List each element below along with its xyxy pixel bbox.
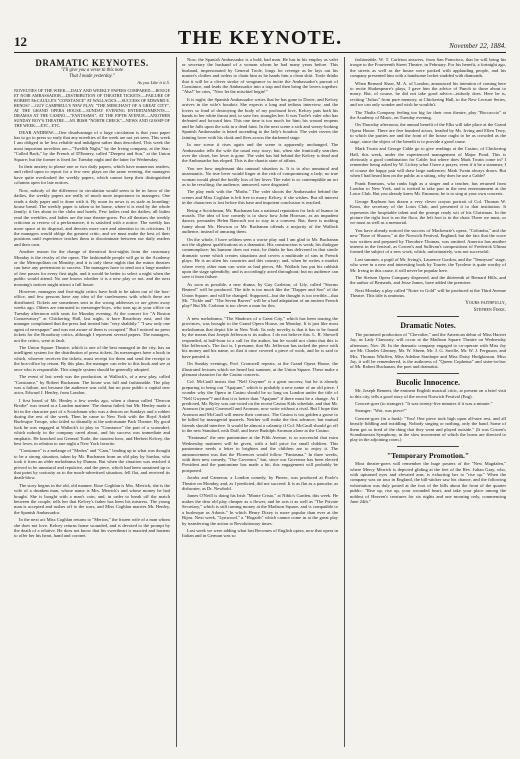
paragraph: The story begins in the old, old manner. Rose Coghlan is Mrs. Merrick; she is the wife of a drunken man, whose name is Mrs. Merrick's and whose money he had bought. She is bought with a man's coin, and, in order to break off the match between the couple, tells her that Kelcey's father has been his mistress. The young man is accepted and rushes off to the wars, and Miss Coghlan marries Mr. Henley, the Spanish Ambassador. [14, 482, 170, 515]
section-divider [397, 316, 459, 317]
paragraph: Concert-goer (in a funk): "You! One piece took high upon all-sure rest, and all beastly fiddling and twiddling. Nobody singing or nothing, only the band. Some of them got so tired of the thing that they went and played outside." (It was Cowen's Scandinavian Symphony, in the slow movement of which the horns are directed to play in the adjoining room.) [350, 415, 506, 443]
paragraph: Last week we were adding what last Becomes of English opera, now that opera in Italian and in German was so [182, 527, 338, 539]
paragraph: fashionable, W. T. Carleton answers, from San Francisco, that he will bring his troupe to the Fourteenth Street Theatre, in February. For his benefit, a fortnight ago, the streets as well as the house were packed with applauding people, and his company presented him with a handsome locket studded with diamonds. [350, 57, 506, 79]
article-title: DRAMATIC KEYNOTES. [35, 58, 149, 68]
section-title-dramatic-notes: Dramatic Notes. [400, 321, 456, 331]
signature: Stephen Fiske. [473, 308, 506, 314]
paragraph: "Fantasma" the new pantomime at the Fifth Avenue, is so successful that extra Wednesday matinees will be given, with a half price for small children. This pantomime needs a letter to brighten and the children are to enjoy it. The announcement was that the Florences would follow "Fantasma." In three weeks, with their new comedy, "Our Governor," but, since our Governor has been elected President and the pantomime has made a hit, this engagement will probably be postponed. [182, 435, 338, 473]
paragraph: On Thursday afternoon, the annual benefit of the Elks will take place at the Grand Opera House. There are five hundred actors, headed by Mr. Irving and Ellen Terry, to which the parties are and the front of the house ought to be as crowded as the stage, since the object of the benefit is to provide a good cause. [350, 122, 506, 144]
paragraph: "Constance" is a melange of "Medea" and "Cam," leading up to what was thought to be a strong situation, taken by Mr. Buchanan from an old play by Sardou, who took it from an older melodrama by Dumas. But when the situation was reached it proved to be unnatural and repulsive, and the piece, which had been sustained up to that point by curiosity as to the much-advertised situation, fell flat, and received its death-blow. [14, 448, 170, 481]
section-title-bucolic-innocence: Bucolic Innocence. [396, 377, 460, 387]
paragraph: Most theatre-goers will remember the huge posters of the "New Magdalen," where Mercy Merrick is depicted gliding at the feet of the Rev. Julian Gray, who, with upturned eyes and elevated arm, is exhorting her to "rise up." When the company was on tour in England, the bill-sticker saw his chance, and the following exhortation was duly posted at the foot of the bills about the front of the quarter public: "Rise up, rise up, your wounded heart, and take your place among the noblest of Heaven's creatures for six nights and one morning only, commencing June 24th." [350, 461, 506, 505]
paragraph: The promised production of "Chevalier," and the American debut of Miss Harriet Jay, as Lady Clancarty, will occur at the Madison Square Theatre on Wednesday afternoon, Nov. 26. In the dramatic company engaged to co-operate with Miss Jay are Mr. Charles Glenney, Mr. W. Sheen, Mr. J. G. Saville, Mr. W. J. Ferguson, and Mrs. Thomas Whiffen, Miss Adeline Stanhope and Miss Daisy Hodgkinson. Miss Jay, it will be remembered, is the authoress of "Queen Cophetua" and sister-in-law of Mr. Robert Buchanan, the poet and dramatist. [350, 331, 506, 370]
column-1 [14, 57, 170, 747]
paragraph: In one scene it rises again and the scene is apparently unchanged. The Ambassador tells the wife the usual easy story; but, when she frantically searches over the closet, her lover is gone. The valet has hid behind the Kelcey is dead and the Ambassador has eloped. This is the chaotic state of affairs. [182, 142, 338, 164]
epigraph-attribution: As you Like it ii.5. [137, 80, 170, 86]
masthead: THE KEYNOTE. [177, 27, 343, 49]
section-divider [229, 312, 291, 313]
paragraph: Col. McCaull insists that "Nell Gwynne" is a great success; but he is already preparing to bring out "Apajune," which is probably a new name of an old piece. I wonder why the Opera in Casino should be so long on London under the title of "Nell Gwynne"? and that it is better than "Apajune" if there must be a change. As I predicted, Mr. Ryley was out-voted on the recent Casino Kids schedule, and that Mr. Aronson (in part) Cromwell and Aronson, now write without a rival. But I hope that Aronson and McCaull will renew their contract. The Casino is too golden a goose to be killed by managerial quarrels. Neither will make the first advance; but mutual friends should interfere. It would be almost a calamity if Col. McCaull should go off to the new Standard, with Duff, and leave Rudolph Aronson alone at the Casino. [182, 379, 338, 433]
paragraph: However, managers and first-night critics have both to be taken out of the box-office, and few persons have any idea of the carelessness with which these are distributed. Tickets are sometimes sent to the wrong addresses or are given away weeks ago. Others are entrusted to messenger-boys, who turn up at your office on Tuesday afternoon with seats for Monday evening. At the concert for "A Boston Conservatory" at Chickering Hall, last night, it bore Broadway east, and the manager complained that the press had treated him "very shabbily." "I saw only one agent of newspaper" and was not aware of them is occupied." But I noticed no press tickets for the Broadway critics, although I represent several papers. The managers, not the critics, were at fault. [14, 289, 170, 343]
paragraph: Mark Twain and George Cable go to give readings at the Casino, of Chickering Hall, this week, under the experienced management of Major Pond. This is obviously a good combination for Cable; but where does Mark Twain come in? I remember being asked by W. Lickey what I have a prayer, even if it be a stammer, I of course the happy pair will draw large audiences: Mark Twain always draws. But when I had heard him on the public at a sitting, why does he use a Cable? [350, 146, 506, 179]
paragraph: The Thalia Company feeling too big for their own theatre, play "Boccaccio" at the Academy of Music, on Tuesday evening. [350, 109, 506, 121]
paragraph: It is night; the Spanish Ambassador writes that he has gone to Dover, and Kelcey arrives in the wife's boudoir. She expects a long and tedious interview, and the lovers so fond of destroying the body of my profound love, Kelcey puts both his hands to her white throat and, to save her, strangles her. It was Toole's valet who has defeated and forward him. This one time is too much for him; his wound reopens and he falls upon the sofa in a dead faint. In the next scene a sick and weary-looking Spanish Ambassador is heard ascending to the lady's boudoir. The valet covers the fainting lover with his cloak and flees across the darkened stage. [182, 96, 338, 140]
paragraph: Jacobs and Cameron, a London comedy, by Pinero, was produced at Poole's Theatre on Monday, and, as I predicted, did not succeed. It is as flat as a pancake, as dishwater, as Dr. Newbold. [182, 475, 338, 492]
section-divider [397, 446, 459, 447]
paragraph: In the next act Miss Coghlan returns to "Merion," the frozen wife of a man whom she does not love. Kelcey returns home wounded, and is devoted to the prompt by the death of a relative. He does not know that his sweetheart is married and hastens to offer her his heart, hand and coronet. [14, 517, 170, 539]
columns [14, 57, 506, 747]
paragraph: A new melodrama, "The Shadows of a Great City," which has been touring the provinces, was brought to the Grand Opera House, on Monday. It is just like most melodramas that depict life in New York. Its only novelty is that it has to be found by the means that Joseph Jefferson is its author. I do not believe this. L. R. Shewell responded, at half-hour to a call for the author, but he would not claim that this is like Jefferson's. The fact is, I presume, that Mr. Jefferson has tacked the piece with his money and his name, so that it once covered a piece of work, and he is said to have painted it. [182, 315, 338, 359]
paragraph: As soon as possible, a new drama, by Guy Carleton, of Lily, called "Storms Beaten!" will be produced. The title is too much like the "Dapper and Son" of the Union Square, and will be changed. Supposed—but the thought is too terrible—that Mr. "Tickle and" "The Seven Bavers" will be a bad adaptation of an ancient French play? But Mr. Carleton is too clever a man for this. [182, 281, 338, 309]
page-header [14, 26, 506, 53]
paragraph: Frank Emmons, who ranks high as a singer and a teacher, has returned from London to New York, and is invited to take part in the next entertainment at the Lotos Club. But you already knew Mr. Emmons; he is to sing at your own concerts. [350, 180, 506, 197]
paragraph: The Union Square Theatre, which is one of the best managed in the city, has an intelligent system for the distribution of press tickets. Its messengers have a book in which, whoever receives the tickets, must receipt for them and send the receipt to the box-office by return. By this plan, the manager can refer to this book and see at once who is responsible. This simple system should be generally adopted. [14, 345, 170, 372]
issue-date: November 22, 1884. [449, 42, 506, 50]
epigraph: "I'll give you a verse to this note That I made yesterday." [60, 68, 124, 79]
section-title-temporary-promotion: "Temporary Promotion." [386, 450, 470, 460]
paragraph: On Sunday evenings, Prof. Cromwell repeats, at the Grand Opera House, the illustrated lectures which we heard last summer, at the Union Square. These make a pleasant character for the Casino concerts. [182, 361, 338, 377]
paragraph: Mr. Joseph Bennett, the eminent English musical critic, at present on a brief visit to this city, tells a good story of the recent Norwich Festival (Eng). [350, 388, 506, 399]
paragraph: Now, nobody of the difference in circulation would seem to be in favor of the dailies, the weekly papers are really of much more importance to managers. One reads a daily paper and is done with it. By noon its news is as stale as boarding-house bread. The weekly paper is taken to be home, where it is read by the whole family; it lies about in the clubs and hotels. Few ladies read the dailies; all ladies read the weeklies, and ladies are the true theatre-goers. For all theatres the weekly criticism or review of a performance; it is satisfied with a notice. The weekly has more space at its disposal, and devotes more care and attention to its criticisms. If the managers would oblige the greatest critic, and we must make the best of their positions until experience teaches them to discriminate between our daily readers and their own. [14, 187, 170, 247]
paragraph: I first heard of Mr. Henley a few weeks ago, when a drama called "Deacon Brodie" was tested at a London matinee. The drama failed; but Mr. Henley made a hit in the character part of a Scotchman who was a deacon on Sundays and a robber during the rest of the week. Then he came to New York with the Boyd Ardell Burlesque Troupe, who failed so dismally at the unfortunate Park Theatre. By good luck he was engaged at Wallack's to play in "Constance" the part of a scoundrel, which nobody in the company cared about, and his success was immediate and emphatic. He knocked out General Toole, the stoutest hero, and Herbert Kelcey, the best lover, in relation to one night a New York favorite. [14, 397, 170, 446]
paragraph: Next Monday a play called "Notre vs Gold" will be produced at the Third Avenue Theatre. This title is ominous. [350, 287, 506, 299]
article-summary: NOVELTIES OF THE WEEK.—DALY AND WEEKLY PAPERS COMPARED.—ROUGE ET NOIR AMBASSADOR.—DISTRIBUTION OF THEATRE TICKETS.—FAILURE OF ROBERT McCAULLE'S "CONSTANCE" AT WALLACK'S.—SUCCESS OF EDWARD E. RENOS? —GUY CAMPBELL'S NEW PLAY. "THE MERCHANT OF A GREAT CITY", AT THE GRAND OPERA HOUSE.—SUNDAY EVENING ENTERTAINMENTS.—DRAMAS AT THE CASINO.—"FANTASMA", AT THE FIFTH AVENUE.—ANOTHER SUNDAY BOY'S THEATRE.—AN IRISH "NORTH CHECK"—NEWS AND GOSSIP OF THE WEEK.—ETC., ETC. [14, 87, 170, 128]
paragraph: Last summer, a pupil of Mr. Irving's, Laurence Gordon, and the "Tennyson" stage, who were in a new and interesting book by Tourée, the Tyrolese is quite worthy of Mr. Irving in this cause, it will never be popular here. [350, 256, 506, 273]
paragraph: You see how unpleasant this unusual situation is. It is to also unnatural and unromantic. No true lover would linger at the risk of compromising a lady; no true woman would plead the bodily loss of her lover. The valet is so contemptible an act as to be revolting; the audience, unmoved, were disgusted. [182, 165, 338, 187]
paragraph: When Bernard Shaw, M. A. of London, announced his intention of coming here to recite Shakespeare's plays, I gave him the advice of Punch to those about to marry. But, of course, he did not take good advice—nobody does. Here he is, reciting "Julius" from pure memory, at Chickering Hall, to the New Lecture Series, and we can only wonder and wish he wouldn't. [350, 80, 506, 108]
paragraph: You have already noticed the success of Mackenzie's opera, "Colomba," and the new "Rose of Sharon," at the Norwich Festival, England; but the fact that the score was written and prepared by Theodore Thomas, was omitted. America has another interest in the festival, as Cowen's and Sullivan's compositions of Frederick Ultima formed the subject of a new work, which, unfortunately, was not successful. [350, 227, 506, 255]
paragraph: On the whole, I have seldom seen a worse play and I am glad to Mr. Buchanan not the slightest qualifications as a dramatist. His construction is weak; his dialogue commonplace; his humour does not exist; he thinks he has delivered in that simile dramatic scene which creates situations and covers a multitude of sins in French plays. He is an alien his countries and this country; and, when he writes a market where every other man can write as bad pieces, Mr. Wallack has put his rubbish upon the stage splendidly; and is accordingly acted throughout; but no audience can save it from failure. [182, 236, 338, 280]
closing: Yours faithfully, [465, 300, 506, 306]
column-2 [176, 57, 338, 747]
paragraph: Another reason for the change of theatrical first-nights from the customary Monday is the rivalry of the opera. The fashionable people will go to the Academy or the Metropolitan on Monday, and it is only these nights that the minor theatres can have any pretensions to success. The managers have to send out a large number of free passes for every first night, and it would be better to select a night when the public would attend. No one knows whether it is a new play or not, and the next morning's notices might attract a full house. [14, 249, 170, 287]
page-number: 12 [14, 34, 27, 49]
paragraph: The event of last week was the production, at Wallack's, of a new play, called "Constance," by Robert Buchanan. The house was full and fashionable. The play was a failure, not because the audience was cold, but no poor public a capital new actor, Edward J. Henley, from London. [14, 374, 170, 396]
paragraph: James O'Neill is doing his Irish "Monte Cristo," at Niblo's Garden, this week. He makes the dear old play cheaper as a flower, and he acts it as well as "The Private Secretary," which is still turning money at the Madison Square, and is compatible to a burlesque as Adonis." In which Henry Dixey is more popular than ever at the Bijou. Next week, "Lynwood," a "Hogarth" which cannot come in at the great play by transferring the action to Revolutionary times. [182, 493, 338, 526]
paragraph: The play ends with the "Moths." The valet shoots the Ambassador behind the scenes and Miss Coghlan is left free to marry Kelcey, if she wishes. But all interest in the characters is lost before this base and impotent conclusion is reached. [182, 189, 338, 206]
paragraph: The Stetson Opera Company dispersed, and the thirteenth of Bernard Hills, and the author of Bernards, and Jesse James, have added the premiere. [350, 275, 506, 286]
column-3 [344, 57, 506, 747]
paragraph: Concert-goer (to stranger): "It was twenty-five minutes if it was a minute." [355, 400, 493, 406]
paragraph: Now, the Spanish Ambassador is a bold, bad man. He has in his employ as valet or secretary the husband of a woman whom he had many years before. This husband, impersonated by General Toole, longs for revenge as he lays out his master's clothes and orders to chain him as he hands him a clean shirt. Toole thinks that it will be a clever stroke of vengeance to incite the Ambassador's pursuit of Constance, and leads the Ambassador into a trap and then bring the lovers together. "Aha!" he cries, "Now let the mischief begin!" [182, 57, 338, 95]
paragraph: In their anxiety to please one or two daily papers, which have numerous readers, and relied upon to report for a few new plays on the same evening, the managers have quite overlooked the weekly papers, which cannot keep their distinguished columns open for late notices. [14, 164, 170, 186]
section-divider [397, 373, 459, 374]
paragraph: George Rayburn has drawn a very clever crayon portrait of Col. Thomas W. Knox, the secretary of the Lotos Club, and presented it to that institution. It represents the hospitable talent and the prompt ready wit of his Christmas. In the picture the right foot is on the floor, the left foot is in the chair. There we must, or we must as well as a memorial. [350, 198, 506, 226]
paragraph: Being a Scotchman, Mr. Buchanan has a national reputation for lack of humor in morals. The idea of low comedy is to show how John Howson, as an impudent dancer, persuades Helen Bancroft not to stay in a convent. But, there is nothing funny about Mr. Howson or Mr. Buchanan offends a majority of the Wallack audience, instead of amusing them. [182, 207, 338, 235]
paragraph: DEAR ANDREW:—One disadvantage of a large circulation is that your paper has to go to press so early that any novelties of the week are not yet seen. This week I am obliged to be less reliable and indulgent rather than described. This week the most important novelties are—"Twelfth Night," by the Irving company, at the Star; "Called Back," by the French of D'Ennery, called "Deepest and Son," at the Union Square; but the former is fixed for Tuesday night and the latter for Wednesday. [14, 129, 170, 162]
paragraph: Stranger: "Wot, was piece?" [355, 408, 407, 414]
